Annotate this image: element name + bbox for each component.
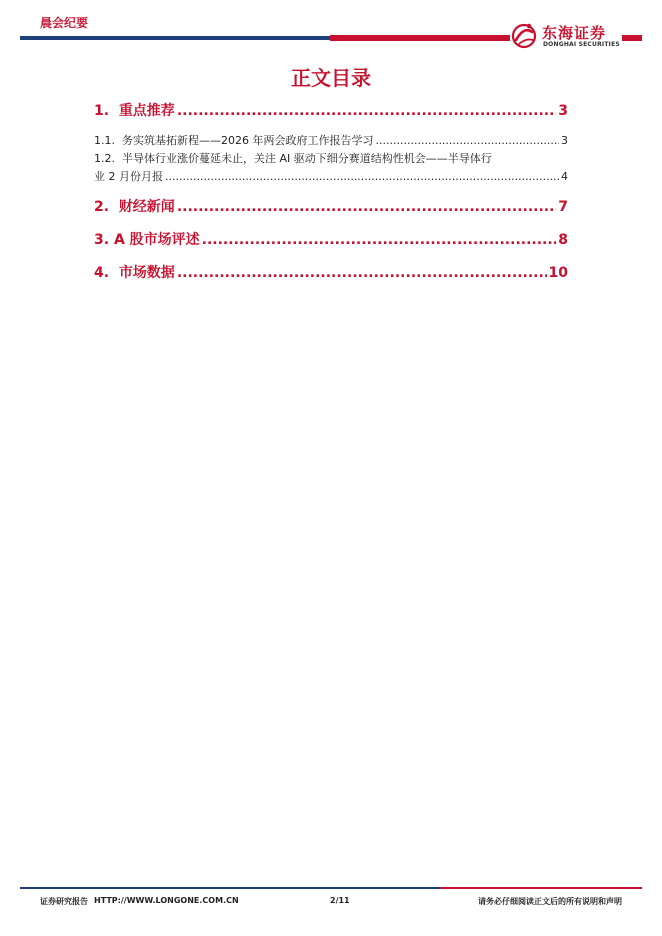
toc-entry-number: 3. xyxy=(94,232,110,248)
page-title: 正文目录 xyxy=(291,66,371,90)
footer-disclaimer: 请务必仔细阅读正文后的所有说明和声明 xyxy=(478,897,622,906)
toc-entry-2[interactable] xyxy=(94,196,568,218)
toc-entry-text: 务实筑基拓新程——2026 年两会政府工作报告学习 xyxy=(122,134,374,147)
toc-entry-number: 4. xyxy=(94,265,110,281)
toc-entry-page: 3 xyxy=(561,134,568,147)
toc-entry-text: 市场数据 xyxy=(118,265,175,281)
dot-leader xyxy=(165,168,559,186)
toc-entry-4[interactable] xyxy=(94,262,568,284)
toc-entry-text: 半导体行业涨价蔓延未止，关注 AI 驱动下细分赛道结构性机会——半导体行 xyxy=(122,152,492,165)
toc-entry-1-1[interactable] xyxy=(94,132,568,150)
logo-text-en: DONGHAI SECURITIES xyxy=(543,41,620,48)
toc-entry-text: 重点推荐 xyxy=(118,103,175,119)
dot-leader xyxy=(202,232,557,248)
toc-entry-1[interactable] xyxy=(94,100,568,122)
footer-rule-red xyxy=(440,887,642,889)
dot-leader xyxy=(376,134,560,147)
toc-entry-page: 3 xyxy=(558,103,568,119)
toc-entry-3[interactable] xyxy=(94,229,568,251)
footer-rule-blue xyxy=(20,887,440,889)
footer-page-number: 2/11 xyxy=(330,896,350,905)
logo-mark-icon xyxy=(510,20,538,50)
table-of-contents xyxy=(94,100,568,284)
company-logo xyxy=(510,20,622,54)
toc-entry-text-cont: 业 2 月份月报 xyxy=(94,170,163,183)
report-type-label: 晨会纪要 xyxy=(40,16,89,30)
toc-entry-page: 10 xyxy=(548,265,568,281)
toc-entry-page: 4 xyxy=(561,170,568,183)
toc-entry-page: 8 xyxy=(558,232,568,248)
header-rule-blue xyxy=(20,36,330,40)
toc-entry-1-2[interactable] xyxy=(94,150,568,186)
dot-leader xyxy=(177,199,556,215)
toc-entry-number: 1.2. xyxy=(94,152,115,165)
toc-entry-number: 2. xyxy=(94,199,110,215)
toc-entry-number: 1. xyxy=(94,103,110,119)
toc-entry-text: A 股市场评述 xyxy=(113,232,200,248)
logo-text-cn: 东海证券 xyxy=(542,24,607,42)
toc-entry-number: 1.1. xyxy=(94,134,115,147)
dot-leader xyxy=(177,265,547,281)
dot-leader xyxy=(177,103,556,119)
footer-website-link[interactable]: HTTP://WWW.LONGONE.COM.CN xyxy=(94,896,239,905)
toc-entry-page: 7 xyxy=(558,199,568,215)
footer-report-label: 证券研究报告 xyxy=(40,897,88,906)
toc-entry-text: 财经新闻 xyxy=(118,199,175,215)
